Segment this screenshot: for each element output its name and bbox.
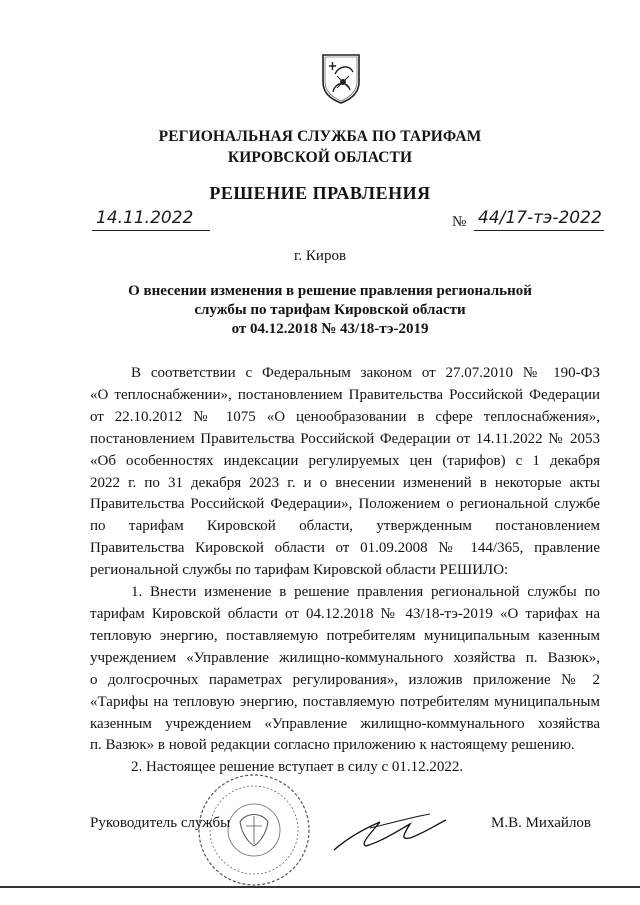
body-line: 2022 г. по 31 декабря 2023 г. и о внесении изменений в некоторые акты <box>90 474 600 491</box>
body-line: Правительства Российской Федерации», Положением о региональной службе <box>90 496 600 513</box>
organization-name-line-1: РЕГИОНАЛЬНАЯ СЛУЖБА ПО ТАРИФАМ <box>158 128 482 145</box>
date-underline <box>92 230 210 231</box>
body-line: «Об особенностях индексации регулируемых цен (тарифов) с 1 декабря <box>90 452 600 469</box>
city: г. Киров <box>293 248 347 264</box>
body-line: тепловую энергию, поставляемую потребителям муниципальным казенным <box>90 627 600 644</box>
signer-name: М.В. Михайлов <box>491 815 592 831</box>
body-line: по тарифам Кировской области, утвержденным постановлением <box>90 518 600 535</box>
page-bottom-edge-line <box>0 886 640 888</box>
body-line: о долгосрочных параметрах регулирования», изложив приложение № 2 <box>90 671 600 688</box>
body-line: от 22.10.2012 № 1075 «О ценообразовании в сфере теплоснабжения», <box>90 408 600 425</box>
body-line: учреждением «Управление жилищно-коммунального хозяйства п. Вазюк», <box>90 649 600 666</box>
body-line: 1. Внести изменение в решение правления региональной службы по <box>131 584 600 601</box>
coat-of-arms-emblem <box>319 52 363 104</box>
number-sign: № <box>452 214 467 230</box>
body-line: В соответствии с Федеральным законом от 27.07.2010 № 190-ФЗ <box>131 365 600 381</box>
body-line: тарифам Кировской области от 04.12.2018 № 43/18-тэ-2019 «О тарифах на <box>90 605 600 622</box>
body-line: 2. Настоящее решение вступает в силу с 01.12.2022. <box>131 759 464 776</box>
signer-title: Руководитель службы <box>90 815 231 831</box>
body-line: п. Вазюк» в новой редакции согласно приложению к настоящему решению. <box>90 737 575 754</box>
subject-line-1: О внесении изменения в решение правления региональной <box>128 283 532 299</box>
body-line: Правительства Кировской области от 01.09.2008 № 144/365, правление <box>90 540 600 557</box>
handwritten-number: 44/17-тэ-2022 <box>478 208 602 228</box>
handwritten-signature <box>330 806 450 856</box>
document-body <box>90 363 600 779</box>
organization-name-line-2: КИРОВСКОЙ ОБЛАСТИ <box>227 149 413 166</box>
body-line: постановлением Правительства Российской Федерации от 14.11.2022 № 2053 <box>90 430 600 447</box>
organization-name <box>0 126 640 168</box>
handwritten-date: 14.11.2022 <box>96 208 194 228</box>
document-subject <box>120 282 540 339</box>
body-line: «Тарифы на тепловую энергию, поставляемую потребителям муниципальным <box>90 693 600 710</box>
subject-line-3: от 04.12.2018 № 43/18-тэ-2019 <box>231 321 429 337</box>
body-line: «О теплоснабжении», постановлением Правительства Российской Федерации <box>90 386 600 403</box>
number-underline <box>474 230 604 231</box>
body-line: региональной службы по тарифам Кировской области РЕШИЛО: <box>90 562 509 579</box>
subject-line-2: службы по тарифам Кировской области <box>194 302 466 318</box>
body-line: казенным учреждением «Управление жилищно-коммунального хозяйства <box>90 715 600 732</box>
document-type-title: РЕШЕНИЕ ПРАВЛЕНИЯ <box>209 183 431 203</box>
